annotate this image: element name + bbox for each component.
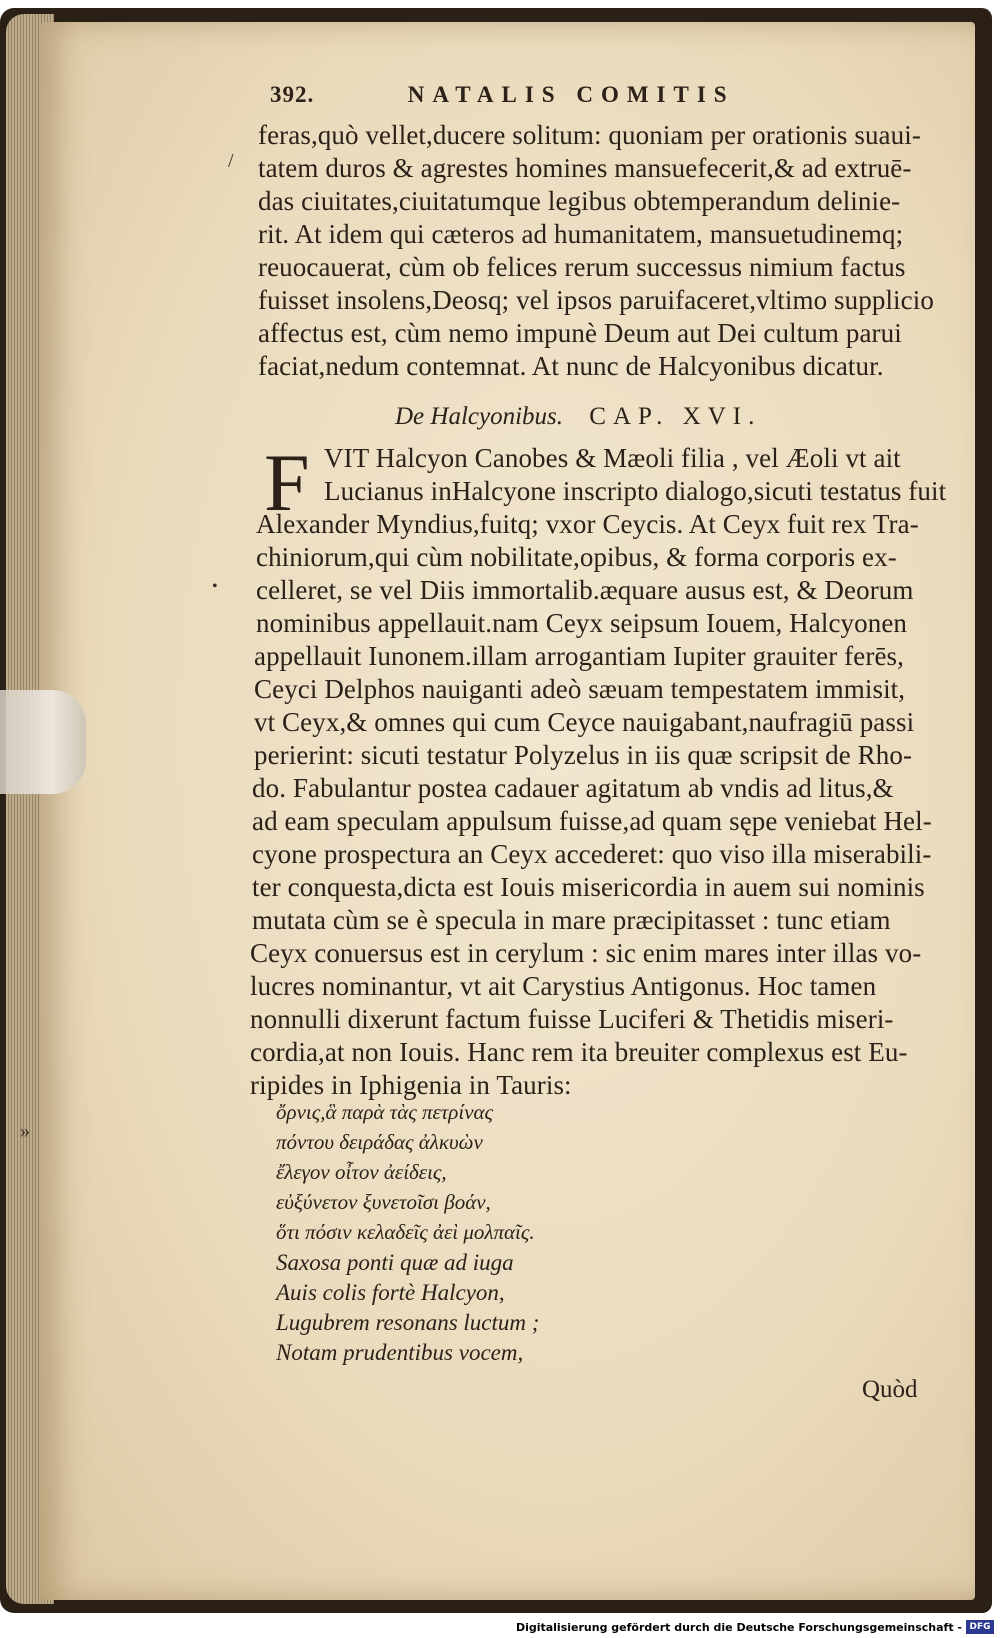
- text-line: affectus est, cùm nemo impunè Deum aut Dei cultum parui: [258, 318, 902, 348]
- verse-line: Saxosa ponti quæ ad iuga: [276, 1250, 514, 1275]
- text-line: faciat,nedum contemnat. At nunc de Halcyonibus dicatur.: [258, 351, 884, 381]
- text-line: Lucianus inHalcyone inscripto dialogo,sicuti testatus fuit: [324, 476, 947, 506]
- dfg-logo: DFG: [966, 1620, 994, 1634]
- verse-line: πόντου δειράδας ἀλκυὼν: [276, 1130, 483, 1154]
- margin-dot-mark: •: [212, 578, 218, 595]
- text-line: lucres nominantur, vt ait Carystius Antigonus. Hoc tamen: [250, 971, 877, 1001]
- chapter-number: CAP. XVI.: [589, 403, 762, 430]
- text-line: Ceyci Delphos nauiganti adeò sæuam tempestatem immisit,: [254, 674, 906, 704]
- verse-line: ὅτι πόσιν κελαδεῖς ἀεὶ μολπαῖς.: [276, 1220, 535, 1244]
- chapter-title: De Halcyonibus.: [395, 403, 564, 430]
- text-line: perierint: sicuti testatur Polyzelus in iis quæ scripsit de Rho-: [254, 740, 913, 770]
- verse-line: ἔλεγον οἶτον ἀείδεις,: [276, 1160, 447, 1184]
- text-line: ter conquesta,dicta est Iouis misericordia in auem sui nominis: [252, 872, 925, 902]
- text-line: vt Ceyx,& omnes qui cum Ceyce nauigabant,naufragiū passi: [254, 707, 915, 737]
- verse-line: εὐξύνετον ξυνετοῖσι βοάν,: [276, 1190, 491, 1214]
- text-line: fuisset insolens,Deosq; vel ipsos paruifaceret,vltimo supplicio: [258, 285, 934, 315]
- text-line: nominibus appellauit.nam Ceyx seipsum Iouem, Halcyonen: [256, 608, 908, 638]
- text-line: appellauit Iunonem.illam arrogantiam Iupiter grauiter ferēs,: [254, 641, 904, 671]
- text-line: feras,quò vellet,ducere solitum: quoniam per orationis suaui-: [258, 120, 921, 150]
- page-clip: [0, 690, 86, 794]
- text-line: tatem duros & agrestes homines mansuefecerit,& ad extruē-: [258, 153, 912, 183]
- text-line: das ciuitates,ciuitatumque legibus obtemperandum delinie-: [258, 186, 901, 216]
- text-line: rit. At idem qui cæteros ad humanitatem, mansuetudinemq;: [258, 219, 904, 249]
- text-line: Alexander Myndius,fuitq; vxor Ceycis. At Ceyx fuit rex Tra-: [256, 509, 919, 539]
- catchword: Quòd: [862, 1376, 918, 1403]
- text-line: mutata cùm se è specula in mare præcipitasset : tunc etiam: [252, 905, 891, 935]
- text-line: VIT Halcyon Canobes & Mæoli filia , vel Æoli vt ait: [324, 443, 901, 473]
- page-number: 392.: [270, 82, 315, 107]
- chapter-heading: [395, 403, 761, 431]
- verse-line: Lugubrem resonans luctum ;: [276, 1310, 540, 1335]
- text-line: celleret, se vel Diis immortalib.æquare ausus est, & Deorum: [256, 575, 914, 605]
- text-line: Ceyx conuersus est in cerylum : sic enim mares inter illas vo-: [250, 938, 922, 968]
- verse-line: ὄρνις,ἃ παρὰ τὰς πετρίνας: [276, 1100, 494, 1124]
- running-head: [270, 82, 790, 108]
- running-title: NATALIS COMITIS: [407, 82, 735, 107]
- verse-line: Notam prudentibus vocem,: [276, 1340, 524, 1365]
- funding-credit: Digitalisierung gefördert durch die Deutsche Forschungsgemeinschaft -: [515, 1621, 962, 1634]
- margin-stroke-mark: /: [228, 150, 234, 172]
- text-line: chiniorum,qui cùm nobilitate,opibus, & forma corporis ex-: [256, 542, 897, 572]
- drop-cap: F: [264, 437, 310, 528]
- text-line: nonnulli dixerunt factum fuisse Luciferi & Thetidis miseri-: [250, 1004, 894, 1034]
- margin-mark: »: [20, 1120, 30, 1142]
- text-line: ad eam speculam appulsum fuisse,ad quam sępe veniebat Hel-: [252, 806, 932, 836]
- text-line: ripides in Iphigenia in Tauris:: [250, 1070, 572, 1100]
- text-line: cordia,at non Iouis. Hanc rem ita breuiter complexus est Eu-: [250, 1037, 908, 1067]
- verse-line: Auis colis fortè Halcyon,: [276, 1280, 505, 1305]
- text-line: cyone prospectura an Ceyx accederet: quo viso illa miserabili-: [252, 839, 932, 869]
- text-line: reuocauerat, cùm ob felices rerum successus nimium factus: [258, 252, 906, 282]
- text-line: do. Fabulantur postea cadauer agitatum ab vndis ad litus,&: [252, 773, 894, 803]
